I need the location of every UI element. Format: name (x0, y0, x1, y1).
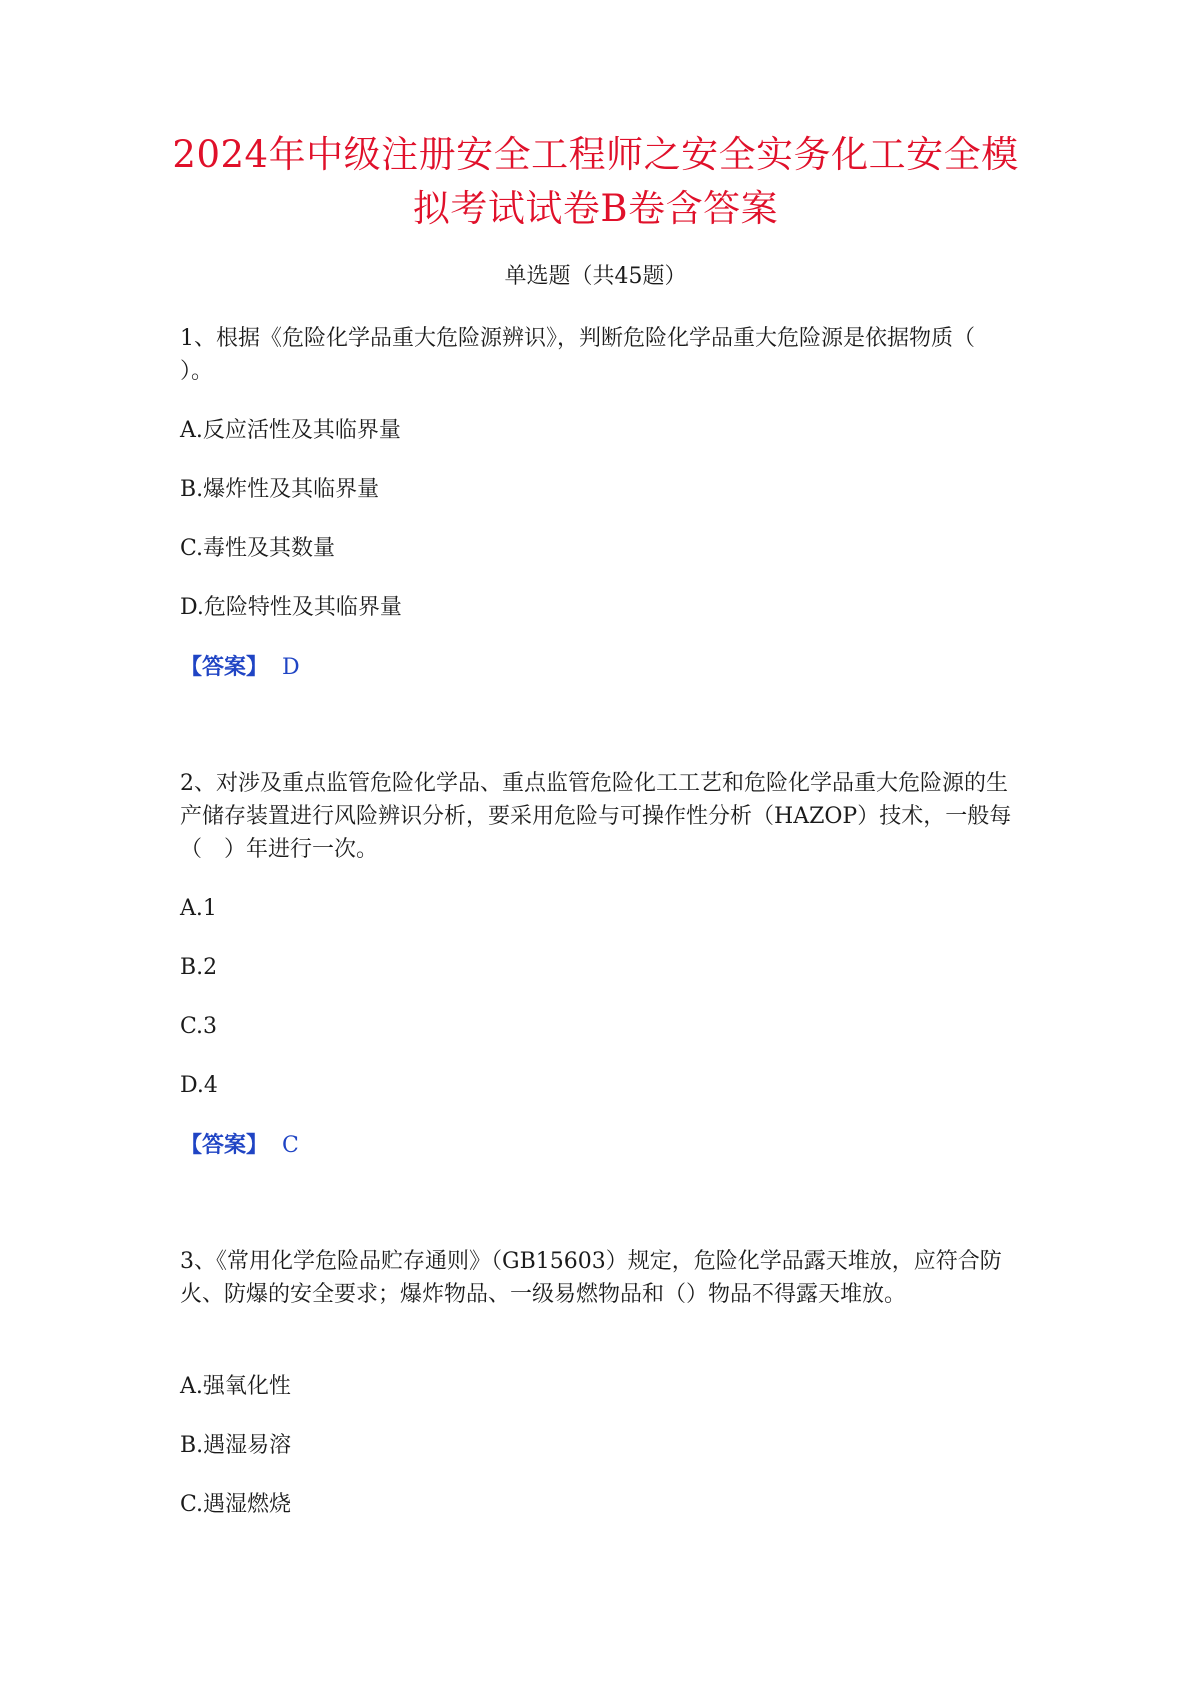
answer-tag: 【答案】 (180, 1132, 269, 1158)
question-3 (180, 1245, 1022, 1311)
question-2-option-a: A.1 (180, 896, 217, 921)
document-title (170, 128, 1021, 236)
question-3-option-a: A.强氧化性 (180, 1374, 291, 1399)
answer-value: C (282, 1133, 299, 1158)
question-1-option-b: B.爆炸性及其临界量 (180, 477, 380, 502)
question-2-option-d: D.4 (180, 1073, 218, 1098)
question-2-answer (180, 1130, 299, 1161)
title-line-1: 2024年中级注册安全工程师之安全实务化工安全模 (172, 133, 1019, 176)
question-1-option-d: D.危险特性及其临界量 (180, 595, 402, 620)
question-2-stem: 2、对涉及重点监管危险化学品、重点监管危险化工工艺和危险化学品重大危险源的生产储存装置进行风险辨识分析，要采用危险与可操作性分析（HAZOP）技术，一般每（ ）年进行一次。 (180, 771, 1012, 862)
question-2 (180, 767, 1022, 866)
question-2-option-b: B.2 (180, 955, 218, 980)
question-2-option-c: C.3 (180, 1014, 218, 1039)
title-line-2: 拟考试试卷B卷含答案 (412, 187, 779, 230)
answer-value: D (282, 655, 300, 680)
question-1-stem: 1、根据《危险化学品重大危险源辨识》，判断危险化学品重大危险源是依据物质（ ）。 (180, 326, 1020, 384)
question-3-option-c: C.遇湿燃烧 (180, 1492, 292, 1517)
answer-tag: 【答案】 (180, 654, 269, 680)
question-1-option-c: C.毒性及其数量 (180, 536, 336, 561)
question-3-stem: 3、《常用化学危险品贮存通则》（GB15603）规定，危险化学品露天堆放，应符合防火、防爆的安全要求；爆炸物品、一级易燃物品和（）物品不得露天堆放。 (180, 1249, 1002, 1307)
question-3-option-b: B.遇湿易溶 (180, 1433, 292, 1458)
question-1-answer (180, 652, 300, 683)
question-1-option-a: A.反应活性及其临界量 (180, 418, 401, 443)
section-heading: 单选题（共45题） (504, 264, 687, 289)
question-1 (180, 322, 1022, 388)
